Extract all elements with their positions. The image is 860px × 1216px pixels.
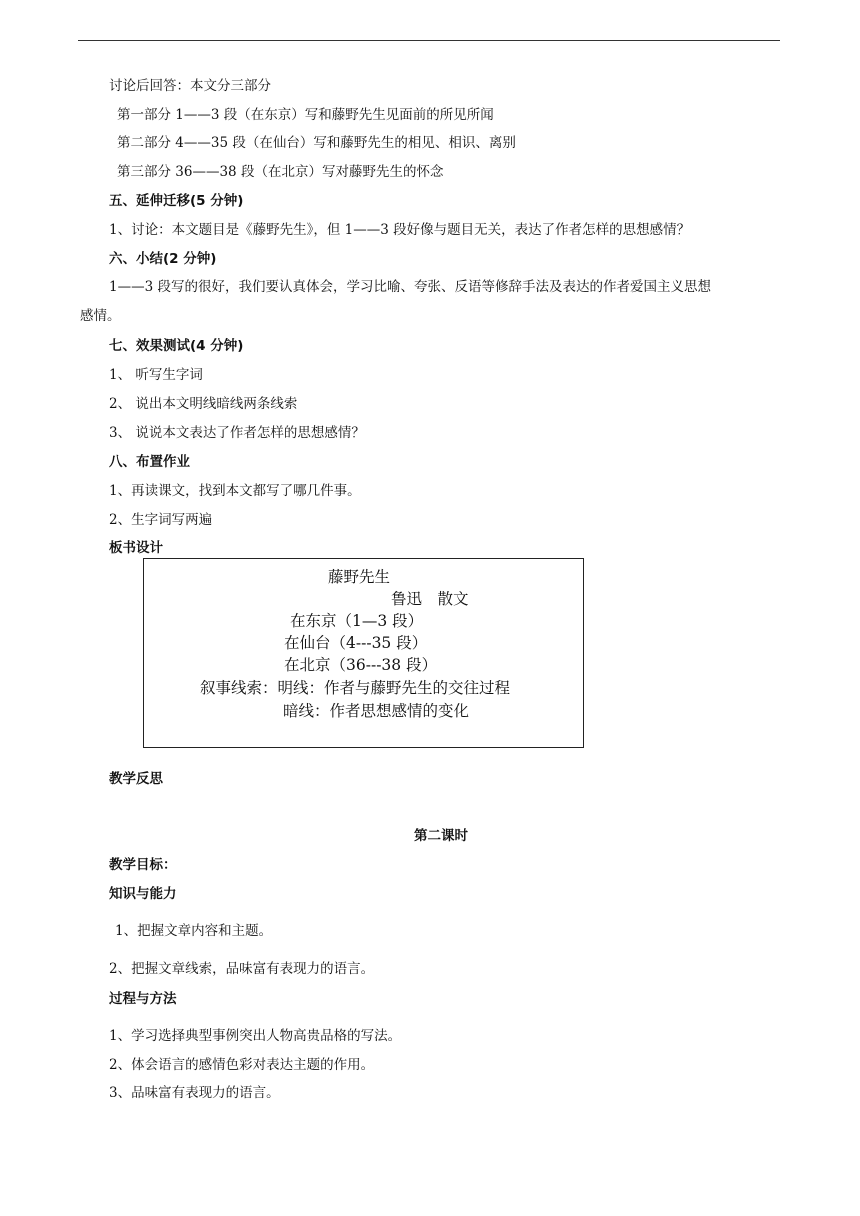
board-author: 鲁迅 散文 [391,590,469,608]
answer-line: 讨论后回答：本文分三部分 [109,78,271,94]
header-rule [78,40,780,41]
board-place-beijing: 在北京（36---38 段） [284,656,438,674]
board-clue-explicit: 叙事线索：明线：作者与藤野先生的交往过程 [200,679,511,697]
knowledge-item: 1、把握文章内容和主题。 [115,923,273,939]
part-three-line: 第三部分 36——38 段（在北京）写对藤野先生的怀念 [117,164,444,180]
part-one-line: 第一部分 1——3 段（在东京）写和藤野先生见面前的所见所闻 [117,107,494,123]
homework-item: 2、生字词写两遍 [109,512,213,528]
knowledge-item: 2、把握文章线索，品味富有表现力的语言。 [109,961,375,977]
board-title: 藤野先生 [328,568,391,586]
homework-item: 1、再读课文，找到本文都写了哪几件事。 [109,483,361,499]
process-item: 3、品味富有表现力的语言。 [109,1085,280,1101]
section-six-heading: 六、小结(2 分钟) [109,251,217,267]
board-design-box [143,558,584,748]
test-item: 1、 听写生字词 [109,367,203,383]
board-place-tokyo: 在东京（1—3 段） [290,612,424,630]
section-seven-heading: 七、效果测试(4 分钟) [109,338,244,354]
process-item: 1、学习选择典型事例突出人物高贵品格的写法。 [109,1028,402,1044]
board-clue-implicit: 暗线：作者思想感情的变化 [283,702,470,720]
summary-line-1: 1——3 段写的很好，我们要认真体会，学习比喻、夸张、反语等修辞手法及表达的作者爱国主义思想 [109,279,711,295]
test-item: 2、 说出本文明线暗线两条线索 [109,396,298,412]
process-method-heading: 过程与方法 [109,991,177,1007]
lesson-two-title: 第二课时 [414,828,468,844]
board-design-heading: 板书设计 [109,540,163,556]
teaching-goals-heading: 教学目标： [109,857,177,873]
section-eight-heading: 八、布置作业 [109,454,190,470]
process-item: 2、体会语言的感情色彩对表达主题的作用。 [109,1057,375,1073]
board-place-sendai: 在仙台（4---35 段） [284,634,428,652]
teaching-reflection-heading: 教学反思 [109,771,163,787]
section-five-question: 1、讨论：本文题目是《藤野先生》，但 1——3 段好像与题目无关，表达了作者怎样的思想感情？ [109,222,691,238]
knowledge-ability-heading: 知识与能力 [109,886,177,902]
section-five-heading: 五、延伸迁移(5 分钟) [109,193,244,209]
summary-line-2: 感情。 [80,308,121,324]
test-item: 3、 说说本文表达了作者怎样的思想感情？ [109,425,365,441]
part-two-line: 第二部分 4——35 段（在仙台）写和藤野先生的相见、相识、离别 [117,135,516,151]
